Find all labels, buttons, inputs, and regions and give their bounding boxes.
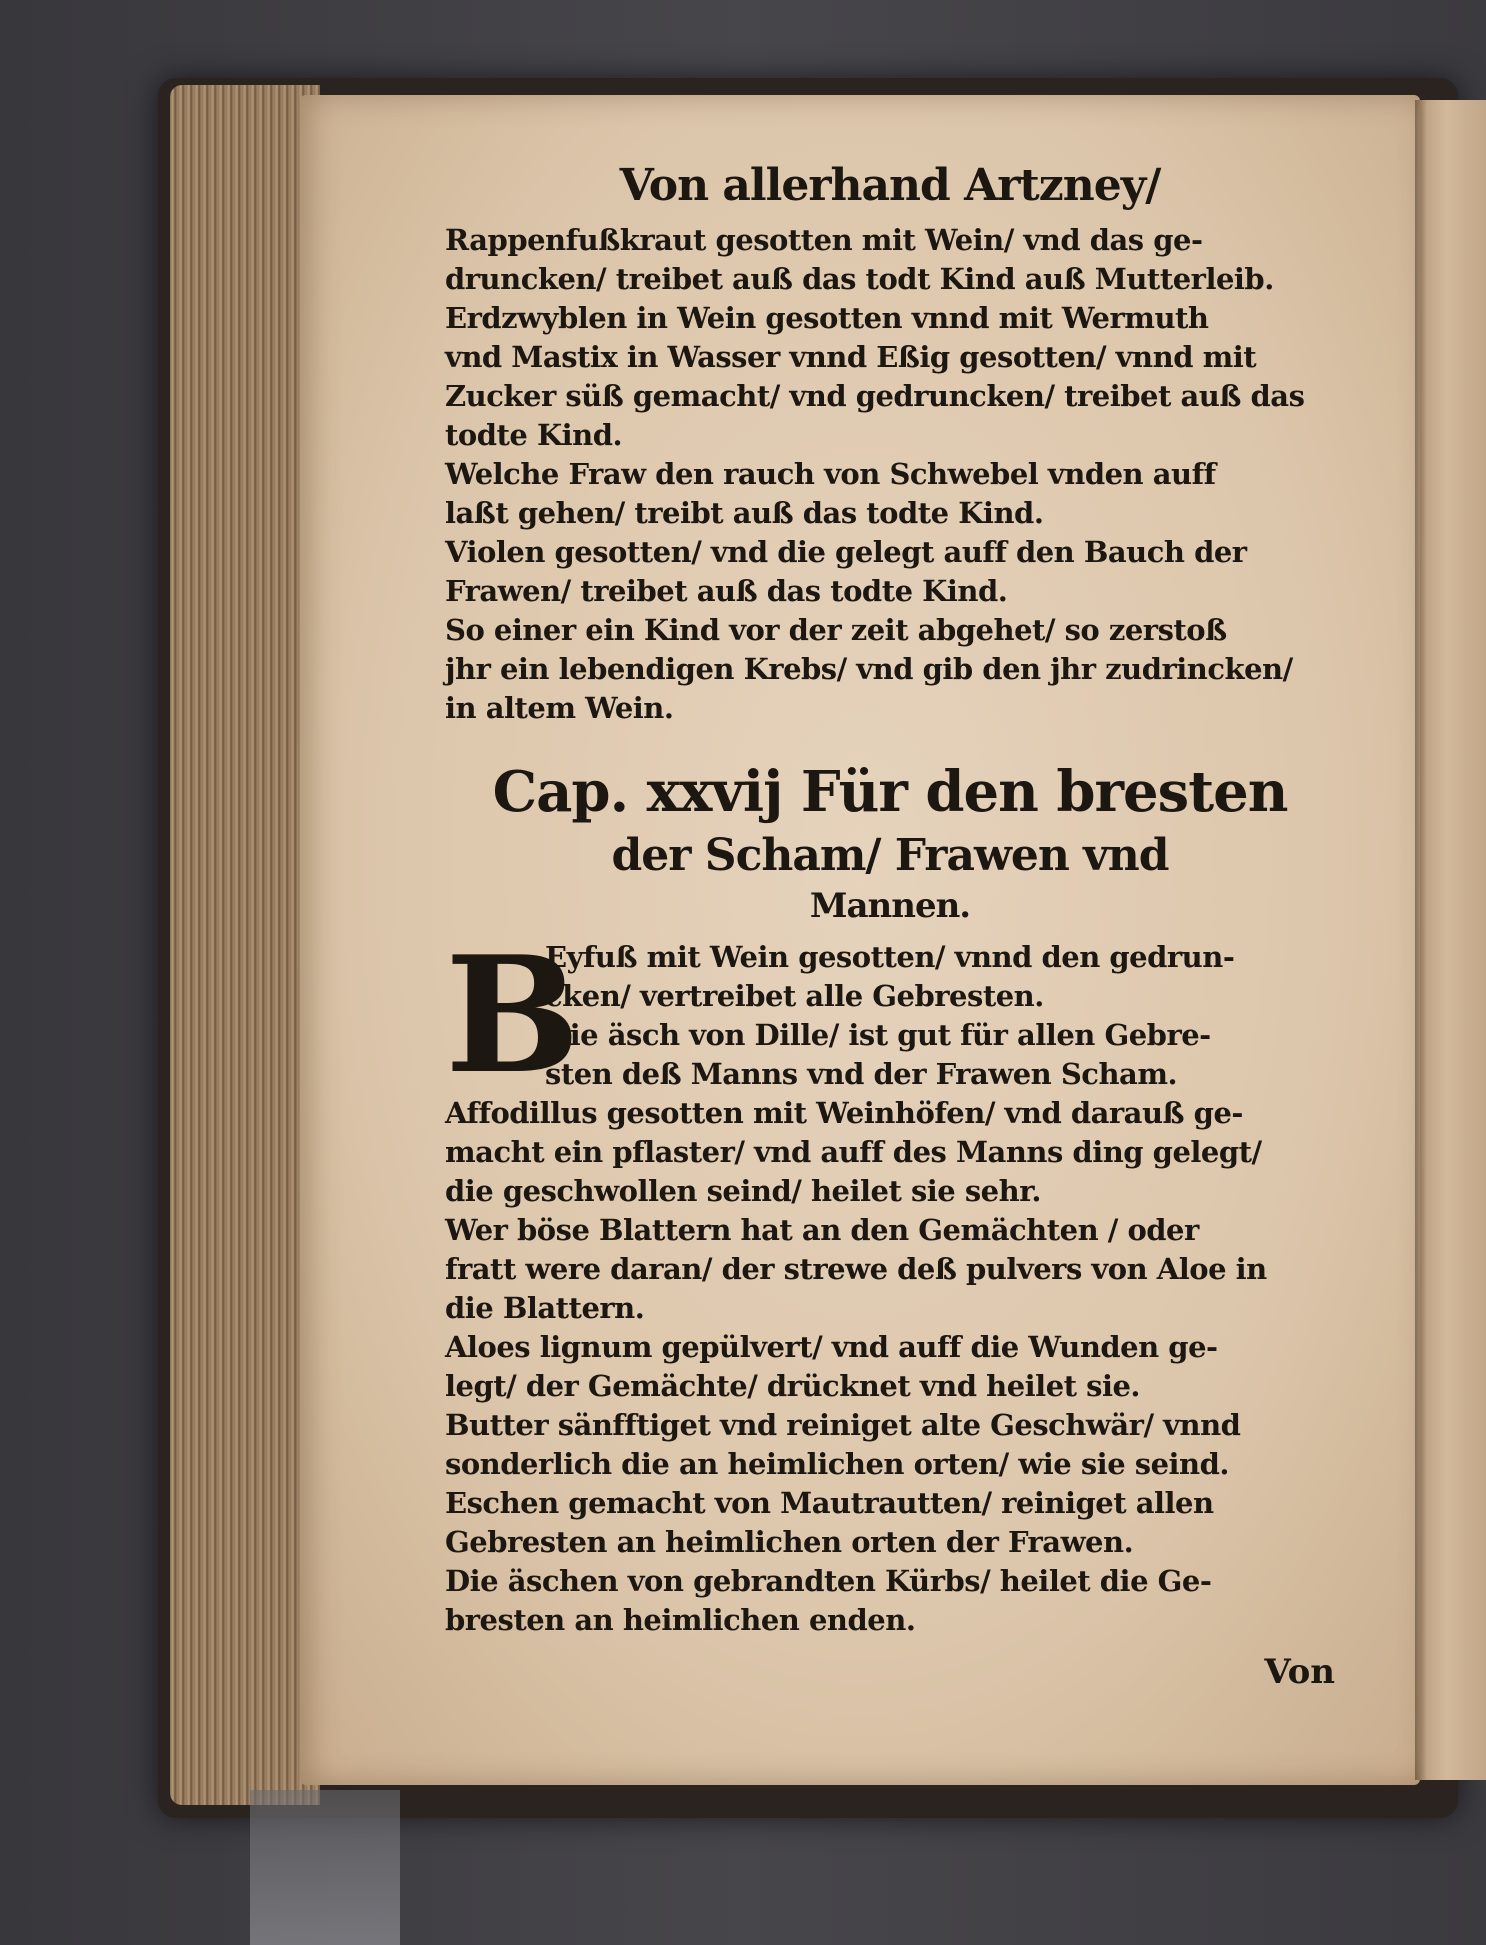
text-line: in altem Wein. — [445, 691, 674, 725]
page-gutter — [1415, 100, 1427, 1780]
text-line: macht ein pflaster/ vnd auff des Manns ding gelegt/ — [445, 1135, 1262, 1169]
text-line: Violen gesotten/ vnd die gelegt auff den Bauch der — [445, 535, 1247, 569]
text-line: Die äsch von Dille/ ist gut für allen Gebre- — [545, 1018, 1211, 1052]
text-line: Rappenfußkraut gesotten mit Wein/ vnd das ge- — [445, 223, 1203, 257]
paragraph-1 — [445, 221, 1335, 728]
text-line: sonderlich die an heimlichen orten/ wie sie seind. — [445, 1447, 1229, 1481]
text-line: fratt were daran/ der strewe deß pulvers von Aloe in — [445, 1252, 1267, 1286]
text-line: bresten an heimlichen enden. — [445, 1603, 916, 1637]
page-edges — [170, 85, 320, 1805]
text-line: todte Kind. — [445, 418, 623, 452]
text-line: Die äschen von gebrandten Kürbs/ heilet die Ge- — [445, 1564, 1212, 1598]
paragraph-2 — [445, 1094, 1335, 1640]
text-line: legt/ der Gemächte/ drücknet vnd heilet sie. — [445, 1369, 1141, 1403]
text-line: vnd Mastix in Wasser vnnd Eßig gesotten/ vnnd mit — [445, 340, 1257, 374]
text-line: die Blattern. — [445, 1291, 645, 1325]
page-holder-clip — [250, 1790, 400, 1945]
text-line: Welche Fraw den rauch von Schwebel vnden auff — [445, 457, 1216, 491]
text-line: Affodillus gesotten mit Weinhöfen/ vnd darauß ge- — [445, 1096, 1243, 1130]
catchword: Von — [1264, 1652, 1335, 1692]
chapter-heading: Cap. xxvij Für den bresten — [492, 759, 1288, 825]
text-line: So einer ein Kind vor der zeit abgehet/ so zerstoß — [445, 613, 1227, 647]
text-line: sten deß Manns vnd der Frawen Scham. — [545, 1057, 1178, 1091]
text-line: laßt gehen/ treibt auß das todte Kind. — [445, 496, 1044, 530]
text-line: Erdzwyblen in Wein gesotten vnnd mit Wermuth — [445, 301, 1209, 335]
text-line: Zucker süß gemacht/ vnd gedruncken/ treibet auß das — [445, 379, 1305, 413]
text-line: Wer böse Blattern hat an den Gemächten / oder — [445, 1213, 1199, 1247]
text-line: Frawen/ treibet auß das todte Kind. — [445, 574, 1008, 608]
text-line: die geschwollen seind/ heilet sie sehr. — [445, 1174, 1041, 1208]
next-page-edge — [1420, 100, 1486, 1780]
text-line: jhr ein lebendigen Krebs/ vnd gib den jhr zudrincken/ — [445, 652, 1293, 686]
chapter-heading-line-3: Mannen. — [809, 886, 971, 926]
text-line: Gebresten an heimlichen orten der Frawen. — [445, 1525, 1134, 1559]
text-line: Eschen gemacht von Mautrautten/ reiniget allen — [445, 1486, 1214, 1520]
text-line: Butter sänfftiget vnd reiniget alte Geschwär/ vnnd — [445, 1408, 1241, 1442]
text-line: Eyfuß mit Wein gesotten/ vnnd den gedrun- — [545, 940, 1235, 974]
text-line: druncken/ treibet auß das todt Kind auß Mutterleib. — [445, 262, 1274, 296]
running-head: Von allerhand Artzney/ — [619, 160, 1161, 211]
chapter-heading-line-2: der Scham/ Frawen vnd — [611, 830, 1169, 881]
drop-cap-initial: B — [445, 921, 581, 1109]
text-line: cken/ vertreibet alle Gebresten. — [545, 979, 1044, 1013]
page-text — [445, 160, 1335, 1692]
text-line: Aloes lignum gepülvert/ vnd auff die Wunden ge- — [445, 1330, 1218, 1364]
initial-paragraph — [445, 921, 1335, 1109]
